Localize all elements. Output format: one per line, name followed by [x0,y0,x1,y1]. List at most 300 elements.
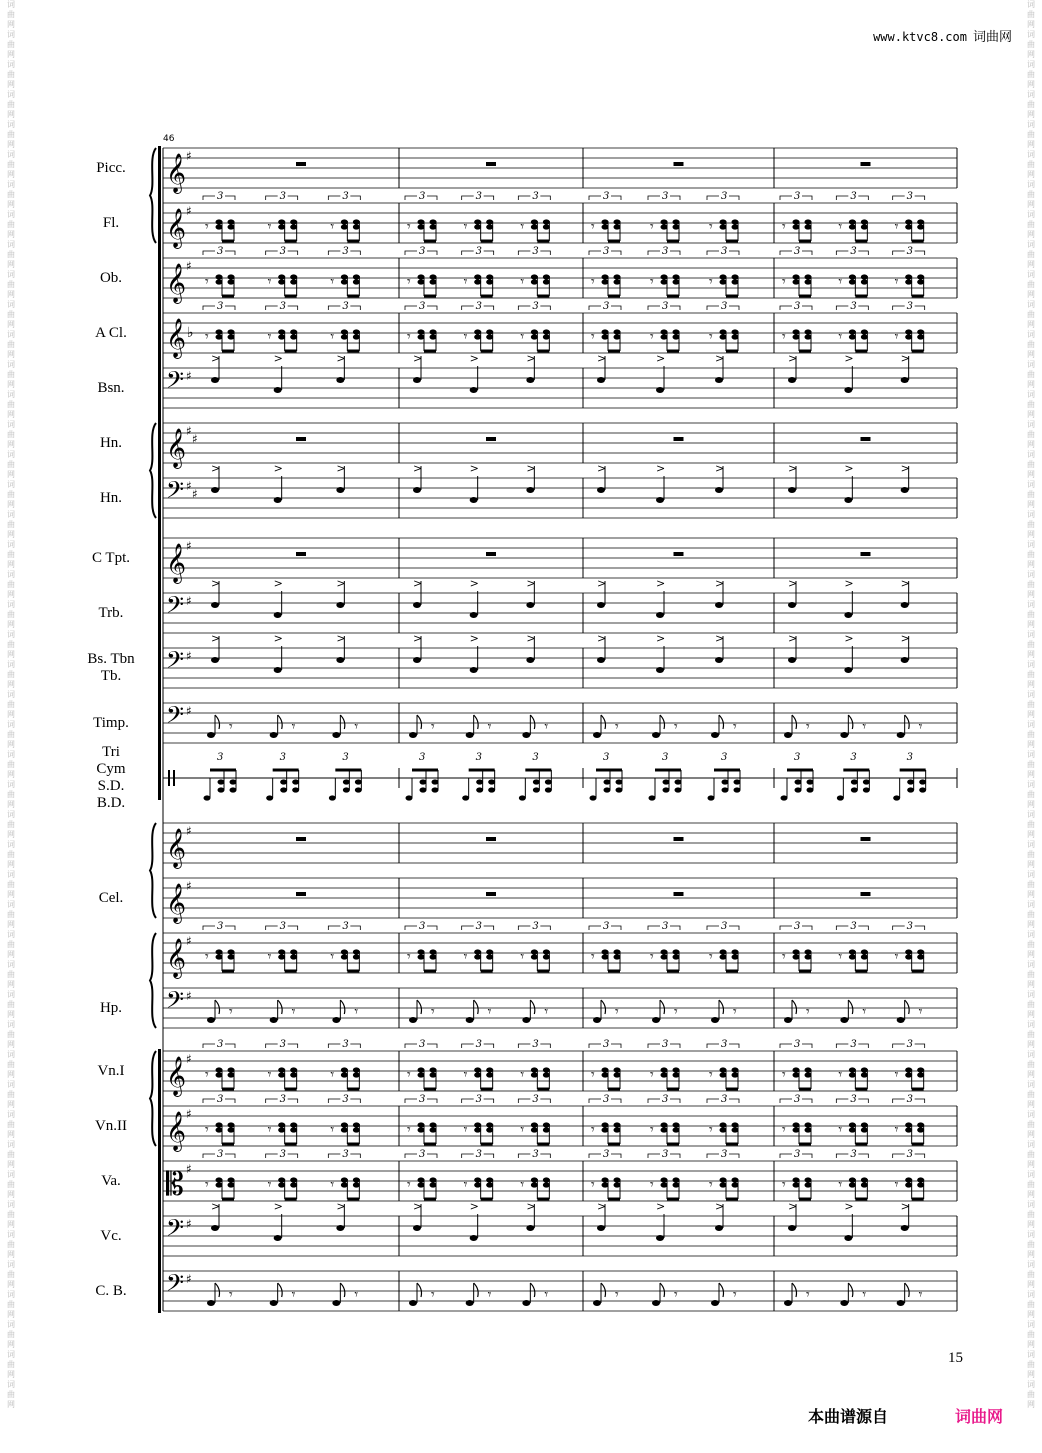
note-head [420,779,427,784]
note-head [805,1182,812,1187]
note-head [840,732,848,738]
note-head [905,1072,912,1077]
eighth-rest: 𝄾 [354,719,359,735]
note-head [793,219,800,224]
note-head [474,329,481,334]
accent-mark: > [656,577,666,590]
note-head [470,612,478,618]
footer-brand-link[interactable]: 词曲网 [955,1407,1004,1426]
tuplet-bracket [670,306,680,310]
note-head [341,279,348,284]
note-head [656,612,664,618]
instrument-label-hn2: Hn. [99,489,123,506]
note-head [919,779,926,784]
note-head [661,1067,668,1072]
tuplet-bracket [707,251,719,255]
tuplet-bracket [288,306,298,310]
eighth-rest: 𝄾 [838,219,843,235]
note-head [673,1072,680,1077]
note-head [905,279,912,284]
staff-va [163,1149,957,1203]
note-head [353,949,360,954]
tuplet-bracket [288,1044,298,1048]
staff-cb [163,1269,957,1311]
note-head [734,779,741,784]
tuplet-bracket [350,1154,360,1158]
note-head [901,602,909,608]
note-head [805,1067,812,1072]
note-head [545,779,552,784]
tuplet-bracket [893,1099,905,1103]
tuplet-number: 3 [850,1094,857,1105]
note-head [602,329,609,334]
note-head [486,334,493,339]
accent-mark: > [526,462,536,475]
note-head [531,329,538,334]
note-head [545,787,552,792]
note-head [430,1127,437,1132]
staff-vn1 [163,1039,957,1097]
note-head [616,787,623,792]
accent-mark: > [788,1200,798,1213]
tuplet-bracket [611,251,621,255]
eighth-rest: 𝄾 [862,719,867,735]
note-head [216,954,223,959]
staff-perc [163,752,957,801]
note-head [409,1300,417,1306]
note-flag [474,1283,479,1297]
tuplet-bracket [405,1099,417,1103]
note-head [893,795,900,800]
tuplet-number: 3 [850,301,857,312]
note-head [793,1177,800,1182]
note-head [917,954,924,959]
note-head [290,1067,297,1072]
note-head [336,1225,344,1231]
key-sharp-icon: ♯ [186,704,192,718]
tuplet-bracket [858,926,868,930]
note-head [270,1017,278,1023]
note-head [905,1127,912,1132]
note-head [837,795,844,800]
note-head [805,279,812,284]
note-head [341,1127,348,1132]
note-head [486,329,493,334]
note-head [488,787,495,792]
tuplet-bracket [589,251,601,255]
note-head [805,1122,812,1127]
tuplet-bracket [266,926,278,930]
key-sharp-icon: ♯ [192,487,198,501]
key-sharp-icon: ♯ [186,879,192,893]
note-head [353,1072,360,1077]
note-head [602,1122,609,1127]
eighth-rest: 𝄾 [520,219,525,235]
note-head [336,487,344,493]
note-head [805,954,812,959]
key-sharp-icon: ♯ [186,259,192,273]
note-head [228,1177,235,1182]
accent-mark: > [211,577,221,590]
note-head [343,787,350,792]
note-head [230,779,237,784]
note-head [788,377,796,383]
note-head [353,1122,360,1127]
note-head [278,274,285,279]
note-head [341,1072,348,1077]
note-head [849,224,856,229]
note-head [543,1072,550,1077]
staff-hp2 [163,986,957,1028]
note-head [597,657,605,663]
tuplet-bracket [915,926,925,930]
accent-mark: > [900,1200,910,1213]
note-head [905,949,912,954]
eighth-rest: 𝄾 [650,219,654,235]
instrument-label-timp: Timp. [93,714,129,731]
note-head [216,334,223,339]
note-head [593,1017,601,1023]
tuplet-number: 3 [217,246,224,257]
note-head [720,1122,727,1127]
eighth-rest: 𝄾 [354,1004,359,1020]
accent-mark: > [526,577,536,590]
tuplet-bracket [836,1044,848,1048]
note-head [614,334,621,339]
tuplet-number: 3 [217,191,224,202]
note-head [488,779,495,784]
eighth-rest: 𝄾 [354,1287,359,1303]
accent-mark: > [900,462,910,475]
note-head [274,612,282,618]
note-head [905,274,912,279]
note-head [840,1017,848,1023]
tuplet-bracket [462,1154,474,1158]
note-head [720,1127,727,1132]
note-head [793,1182,800,1187]
accent-mark: > [469,462,479,475]
tuplet-bracket [225,251,235,255]
note-head [531,334,538,339]
whole-rest [486,552,496,556]
note-head [711,732,719,738]
note-head [519,795,526,800]
note-head [543,219,550,224]
eighth-rest: 𝄾 [918,1004,923,1020]
note-head [784,1300,792,1306]
note-head [228,329,235,334]
note-head [897,1300,905,1306]
eighth-rest: 𝄾 [431,1004,435,1020]
note-head [413,657,421,663]
tuplet-bracket [589,306,601,310]
note-head [341,334,348,339]
eighth-rest: 𝄾 [782,1067,786,1083]
note-head [531,274,538,279]
staff-timp [163,701,957,743]
note-head [849,1067,856,1072]
note-head [218,779,225,784]
tuplet-bracket [203,1044,215,1048]
note-head [849,334,856,339]
treble-clef-icon: 𝄞 [166,153,187,193]
tuplet-bracket [611,926,621,930]
note-head [216,1072,223,1077]
accent-mark: > [715,352,725,365]
eighth-rest: 𝄾 [733,719,737,735]
note-head [278,1067,285,1072]
key-flat-icon: ♭ [187,325,194,341]
note-head [533,779,540,784]
note-head [228,274,235,279]
note-head [228,1127,235,1132]
note-head [204,795,211,800]
whole-rest [486,162,496,166]
note-head [614,279,621,284]
note-head [722,779,729,784]
tuplet-bracket [328,196,340,200]
tuplet-bracket [484,196,494,200]
whole-rest [861,437,871,441]
note-head [216,1182,223,1187]
tuplet-number: 3 [217,301,224,312]
tuplet-bracket [648,926,660,930]
accent-mark: > [597,1200,607,1213]
tuplet-bracket [648,251,660,255]
note-head [793,1072,800,1077]
note-head [656,1235,664,1241]
note-head [673,1182,680,1187]
note-head [593,1300,601,1306]
tuplet-bracket [836,926,848,930]
eighth-rest: 𝄾 [709,1067,713,1083]
instrument-label-bstbn: Bs. Tbn Tb. [87,651,135,684]
instrument-label-hp2: Hp. [99,999,123,1016]
tuplet-bracket [540,251,550,255]
tuplet-number: 3 [532,1149,539,1160]
note-head [722,787,729,792]
note-head [216,1127,223,1132]
note-head [597,487,605,493]
note-head [861,1122,868,1127]
note-head [531,1067,538,1072]
note-head [543,1067,550,1072]
tuplet-bracket [462,1099,474,1103]
tuplet-number: 3 [279,191,287,202]
note-head [486,949,493,954]
site-url-link[interactable]: www.ktvc8.com [873,30,967,44]
note-flag [417,1283,422,1297]
note-head [216,219,223,224]
note-head [430,219,437,224]
tuplet-bracket [518,926,530,930]
note-head [708,795,715,800]
note-head [793,1122,800,1127]
tuplet-bracket [836,251,848,255]
accent-mark: > [844,462,854,475]
key-sharp-icon: ♯ [186,1052,192,1066]
note-head [430,1182,437,1187]
note-head [207,1017,215,1023]
eighth-rest: 𝄾 [838,329,843,345]
right-watermark: 词曲网词曲网词曲网词曲网词曲网词曲网词曲网词曲网词曲网词曲网词曲网词曲网词曲网词曲网词曲网词曲网词曲网词曲网词曲网词曲网词曲网词曲网词曲网词曲网词曲网词曲网词曲网词曲网词曲网词曲网词曲网词曲网词曲网词曲网词曲网词曲网词曲网词曲网词曲网词曲网词曲网词曲网词曲网词曲网词曲网词曲网词曲网 [1027,0,1035,1409]
note-head [907,779,914,784]
tuplet-number: 3 [850,1149,857,1160]
eighth-rest: 𝄾 [520,1177,525,1193]
tuplet-bracket [518,1154,530,1158]
note-head [793,279,800,284]
tuplet-bracket [288,1154,298,1158]
note-head [341,274,348,279]
note-head [732,274,739,279]
note-head [353,224,360,229]
note-head [732,1122,739,1127]
note-head [292,779,299,784]
note-head [474,224,481,229]
note-flag [278,715,283,729]
note-head [663,787,670,792]
eighth-rest: 𝄾 [838,1177,843,1193]
tuplet-bracket [427,306,437,310]
tuplet-number: 3 [906,1149,914,1160]
eighth-rest: 𝄾 [463,1122,468,1138]
note-head [353,274,360,279]
note-head [917,1122,924,1127]
note-head [430,329,437,334]
note-head [720,274,727,279]
tuplet-number: 3 [342,301,349,312]
tuplet-bracket [611,306,621,310]
note-head [715,377,723,383]
whole-rest [296,552,306,556]
note-head [614,329,621,334]
tuplet-number: 3 [217,752,224,763]
eighth-rest: 𝄾 [267,329,272,345]
bass-clef-icon: 𝄢 [166,986,185,1019]
accent-mark: > [336,352,346,365]
note-head [353,1182,360,1187]
note-head [905,1067,912,1072]
note-head [602,1177,609,1182]
staff-fl [163,191,957,249]
note-head [430,334,437,339]
tuplet-bracket [729,1044,739,1048]
note-head [849,274,856,279]
eighth-rest: 𝄾 [862,1004,867,1020]
note-flag [215,1283,220,1297]
note-head [413,377,421,383]
note-head [211,377,219,383]
accent-mark: > [469,352,479,365]
note-head [274,497,282,503]
note-head [290,224,297,229]
tuplet-bracket [266,1099,278,1103]
tuplet-bracket [427,1154,437,1158]
eighth-rest: 𝄾 [650,1177,654,1193]
note-head [715,657,723,663]
note-flag [278,1283,283,1297]
tuplet-number: 3 [906,921,914,932]
tuplet-bracket [858,196,868,200]
note-head [531,1072,538,1077]
tuplet-number: 3 [475,752,483,763]
tuplet-bracket [540,1044,550,1048]
tuplet-number: 3 [906,191,914,202]
eighth-rest: 𝄾 [330,949,335,965]
note-head [430,279,437,284]
note-flag [601,1000,606,1014]
note-flag [660,1283,665,1297]
note-head [353,219,360,224]
tuplet-bracket [915,1154,925,1158]
tuplet-number: 3 [532,301,539,312]
note-head [849,329,856,334]
tuplet-number: 3 [342,752,349,763]
note-head [216,1122,223,1127]
tuplet-number: 3 [794,752,801,763]
note-head [720,1067,727,1072]
note-flag [792,1000,797,1014]
note-head [290,949,297,954]
eighth-rest: 𝄾 [894,219,899,235]
note-head [849,1182,856,1187]
note-head [720,954,727,959]
note-head [211,657,219,663]
note-head [476,779,483,784]
tuplet-bracket [225,196,235,200]
note-head [341,954,348,959]
tuplet-bracket [729,926,739,930]
tuplet-bracket [648,1099,660,1103]
treble-clef-icon: 𝄞 [166,543,187,583]
eighth-rest: 𝄾 [862,1287,867,1303]
page-number: 15 [948,1350,963,1366]
tuplet-bracket [915,1044,925,1048]
tuplet-number: 3 [217,1039,224,1050]
tuplet-bracket [858,1154,868,1158]
note-head [274,667,282,673]
note-head [614,274,621,279]
tuplet-bracket [518,196,530,200]
note-head [531,1182,538,1187]
note-head [905,224,912,229]
tuplet-bracket [893,306,905,310]
eighth-rest: 𝄾 [520,274,525,290]
tuplet-number: 3 [721,246,728,257]
tuplet-number: 3 [532,191,539,202]
tuplet-number: 3 [342,1039,349,1050]
accent-mark: > [413,632,423,645]
note-head [413,487,421,493]
tuplet-bracket [266,1044,278,1048]
instrument-label-acl: A Cl. [95,324,127,341]
eighth-rest: 𝄾 [591,329,595,345]
note-head [851,779,858,784]
note-head [278,334,285,339]
tuplet-bracket [225,1044,235,1048]
note-head [614,219,621,224]
accent-mark: > [597,577,607,590]
tuplet-bracket [915,251,925,255]
note-head [211,602,219,608]
staff-bstbn [163,632,957,688]
note-flag [719,715,724,729]
tuplet-bracket [540,196,550,200]
eighth-rest: 𝄾 [205,329,209,345]
note-head [341,949,348,954]
note-head [597,1225,605,1231]
site-name: 词曲网 [972,30,1012,45]
